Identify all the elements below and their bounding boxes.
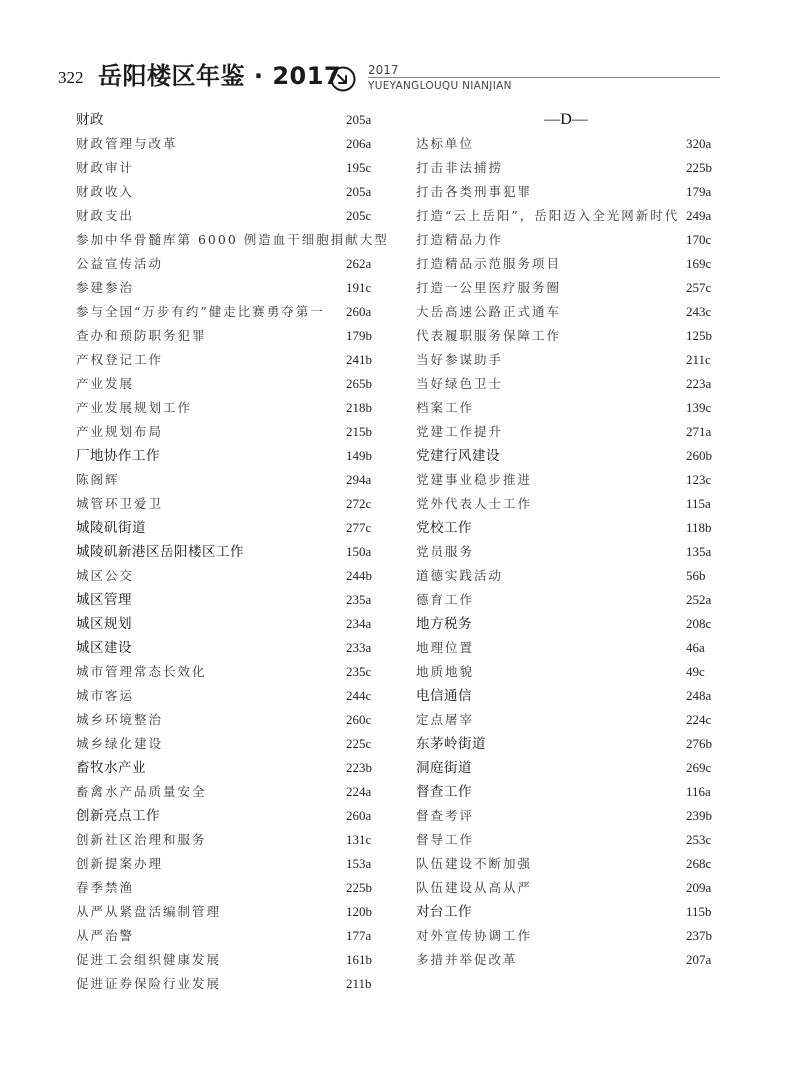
index-term: 当好绿色卫士: [416, 376, 504, 391]
index-entry: [76, 948, 376, 972]
index-page-ref: 237b: [686, 928, 712, 943]
index-page-ref: 260b: [686, 448, 712, 463]
index-term: 城区建设: [76, 640, 132, 656]
index-entry: [416, 732, 716, 756]
index-page-ref: 294a: [346, 472, 372, 487]
index-entry: [76, 348, 376, 372]
index-term: 春季禁渔: [76, 880, 135, 895]
index-page-ref: 46a: [686, 640, 705, 655]
index-page-ref: 150a: [346, 544, 372, 559]
index-entry: [416, 708, 716, 732]
index-entry: [416, 492, 716, 516]
index-term: 财政管理与改革: [76, 136, 178, 151]
index-page-ref: 116a: [686, 784, 711, 799]
index-page-ref: 115b: [686, 904, 712, 919]
index-entry: [76, 732, 376, 756]
index-page-ref: 233a: [346, 640, 372, 655]
index-entry: [76, 396, 376, 420]
index-page-ref: 49c: [686, 664, 705, 679]
index-entry: [416, 348, 716, 372]
index-page-ref: 139c: [686, 400, 712, 415]
index-page-ref: 223a: [686, 376, 712, 391]
index-term: 打造精品力作: [416, 232, 504, 247]
index-entry: [76, 924, 376, 948]
index-page-ref: 225b: [686, 160, 712, 175]
index-entry: [76, 780, 376, 804]
index-term: 达标单位: [416, 136, 475, 151]
index-entry: [76, 324, 376, 348]
index-term: 打造一公里医疗服务圈: [416, 280, 562, 295]
index-entry: [416, 756, 716, 780]
index-term: 定点屠宰: [416, 712, 475, 727]
index-term: 队伍建设不断加强: [416, 856, 533, 871]
index-term: 代表履职服务保障工作: [416, 328, 562, 343]
index-term: 公益宣传活动: [76, 256, 164, 271]
index-column-right: [416, 108, 716, 972]
index-column-right-entries: [416, 132, 716, 972]
index-page-ref: 276b: [686, 736, 712, 751]
index-page-ref: 177a: [346, 928, 372, 943]
index-entry: [416, 540, 716, 564]
index-page-ref: 320a: [686, 136, 712, 151]
index-entry: [416, 324, 716, 348]
index-term: 城管环卫爱卫: [76, 496, 164, 511]
index-page-ref: 206a: [346, 136, 372, 151]
index-entry: [76, 420, 376, 444]
index-term: 财政: [76, 112, 104, 128]
index-entry: [416, 156, 716, 180]
index-term: 地方税务: [416, 616, 472, 632]
index-term: 城市客运: [76, 688, 135, 703]
index-column-left: [76, 108, 389, 996]
index-entry: [416, 636, 716, 660]
index-term: 打击非法捕捞: [416, 160, 504, 175]
index-page-ref: 218b: [346, 400, 372, 415]
index-page-ref: 207a: [686, 952, 712, 967]
index-page-ref: 123c: [686, 472, 712, 487]
index-term: 财政支出: [76, 208, 135, 223]
index-term: 产业发展: [76, 376, 135, 391]
index-page-ref: 234a: [346, 616, 372, 631]
index-page-ref: 211c: [686, 352, 711, 367]
index-entry: [76, 588, 376, 612]
index-term: 城陵矶新港区岳阳楼区工作: [76, 544, 244, 560]
index-page-ref: 257c: [686, 280, 712, 295]
index-entry: [76, 108, 376, 132]
index-entry: [76, 300, 376, 324]
index-entry: [416, 228, 716, 252]
index-page-ref: 260a: [346, 304, 372, 319]
index-entry: [76, 900, 376, 924]
index-page-ref: 211b: [346, 976, 372, 991]
index-entry: [76, 276, 376, 300]
index-term: 从严治警: [76, 928, 135, 943]
index-term: 党建事业稳步推进: [416, 472, 533, 487]
index-term: 党外代表人士工作: [416, 496, 533, 511]
book-title: 岳阳楼区年鉴 · 2017: [98, 62, 342, 90]
index-term: 德育工作: [416, 592, 475, 607]
index-entry: [416, 660, 716, 684]
index-page-ref: 223b: [346, 760, 372, 775]
index-page-ref: 235a: [346, 592, 372, 607]
index-page-ref: 277c: [346, 520, 372, 535]
index-entry: [416, 852, 716, 876]
index-term: 地质地貌: [416, 664, 475, 679]
index-entry: [76, 612, 376, 636]
index-term: 地理位置: [416, 640, 475, 655]
index-term: 城乡环境整治: [76, 712, 164, 727]
index-page-ref: 272c: [346, 496, 372, 511]
index-term: 城市管理常态长效化: [76, 664, 207, 679]
index-term: 对外宣传协调工作: [416, 928, 533, 943]
index-page-ref: 262a: [346, 256, 372, 271]
index-page-ref: 249a: [686, 208, 712, 223]
index-term: 促进证券保险行业发展: [76, 976, 222, 991]
index-entry: [76, 444, 376, 468]
index-term: 陈阁辉: [76, 472, 120, 487]
header-year: 2017: [368, 63, 399, 77]
index-term: 东茅岭街道: [416, 736, 486, 752]
index-page-ref: 125b: [686, 328, 712, 343]
index-term: 城陵矶街道: [76, 520, 146, 536]
index-entry: [416, 420, 716, 444]
index-term: 从严从紧盘活编制管理: [76, 904, 222, 919]
index-entry: [76, 252, 376, 276]
index-term: 参与全国“万步有约”健走比赛勇夺第一: [76, 304, 325, 319]
index-entry: [416, 372, 716, 396]
index-page-ref: 248a: [686, 688, 712, 703]
index-term: 促进工会组织健康发展: [76, 952, 222, 967]
index-term: 厂地协作工作: [76, 448, 160, 464]
header-pinyin: YUEYANGLOUQU NIANJIAN: [368, 80, 512, 92]
index-term: 查办和预防职务犯罪: [76, 328, 207, 343]
page-header: [0, 0, 793, 110]
index-page-ref: 179a: [686, 184, 712, 199]
index-term: 党建工作提升: [416, 424, 504, 439]
index-page-ref: 244c: [346, 688, 372, 703]
index-term: 党校工作: [416, 520, 472, 536]
index-term: 队伍建设从高从严: [416, 880, 533, 895]
index-term: 产业规划布局: [76, 424, 164, 439]
index-page-ref: 260a: [346, 808, 372, 823]
index-page-ref: 135a: [686, 544, 712, 559]
index-entry: [76, 708, 376, 732]
index-term: 督导工作: [416, 832, 475, 847]
index-term: 城区规划: [76, 616, 132, 632]
index-page-ref: 115a: [686, 496, 711, 511]
index-entry: [76, 132, 376, 156]
index-page-ref: 161b: [346, 952, 372, 967]
index-term: 对台工作: [416, 904, 472, 920]
index-page-ref: 253c: [686, 832, 712, 847]
index-entry: [76, 972, 376, 996]
index-page-ref: 205a: [346, 112, 372, 127]
index-term: 畜牧水产业: [76, 760, 146, 776]
index-page-ref: 224c: [686, 712, 712, 727]
index-page-ref: 149b: [346, 448, 372, 463]
index-entry: [416, 588, 716, 612]
index-entry: [76, 228, 389, 252]
index-term: 财政收入: [76, 184, 135, 199]
index-entry: [76, 756, 376, 780]
index-page-ref: 179b: [346, 328, 372, 343]
index-entry: [76, 564, 376, 588]
index-term: 参建参治: [76, 280, 135, 295]
index-entry: [416, 564, 716, 588]
index-entry: [76, 516, 376, 540]
index-term: 打造“云上岳阳”，岳阳迈入全光网新时代: [416, 208, 680, 223]
index-term: 财政审计: [76, 160, 135, 175]
index-term: 创新社区治理和服务: [76, 832, 207, 847]
index-term: 督查工作: [416, 784, 472, 800]
index-entry: [416, 516, 716, 540]
index-term: 城乡绿化建设: [76, 736, 164, 751]
index-page-ref: 56b: [686, 568, 706, 583]
index-term: 道德实践活动: [416, 568, 504, 583]
index-page-ref: 170c: [686, 232, 712, 247]
index-page-ref: 269c: [686, 760, 712, 775]
index-page-ref: 153a: [346, 856, 372, 871]
index-term: 档案工作: [416, 400, 475, 415]
index-page-ref: 224a: [346, 784, 372, 799]
index-page-ref: 169c: [686, 256, 712, 271]
index-entry: [416, 180, 716, 204]
index-page-ref: 120b: [346, 904, 372, 919]
index-entry: [416, 804, 716, 828]
index-page-ref: 191c: [346, 280, 372, 295]
index-page-ref: 265b: [346, 376, 372, 391]
index-entry: [416, 468, 716, 492]
index-entry: [416, 900, 716, 924]
index-entry: [76, 468, 376, 492]
index-entry: [416, 396, 716, 420]
header-rule: [368, 77, 720, 78]
index-term: 畜禽水产品质量安全: [76, 784, 207, 799]
section-letter-d: —D—: [544, 111, 588, 128]
index-page-ref: 205c: [346, 208, 372, 223]
index-entry: [416, 876, 716, 900]
index-term: 电信通信: [416, 688, 472, 704]
index-entry: [416, 276, 716, 300]
index-page-ref: 118b: [686, 520, 712, 535]
index-page-ref: 271a: [686, 424, 712, 439]
index-entry: [416, 828, 716, 852]
index-entry: [76, 660, 376, 684]
index-entry: [416, 684, 716, 708]
index-page-ref: 225c: [346, 736, 372, 751]
index-entry: [76, 540, 376, 564]
index-page-ref: 131c: [346, 832, 372, 847]
index-page-ref: 241b: [346, 352, 372, 367]
index-term: 洞庭街道: [416, 760, 472, 776]
index-page-ref: 208c: [686, 616, 712, 631]
page-number: 322: [58, 68, 84, 87]
index-term: 创新亮点工作: [76, 808, 160, 824]
index-term: 参加中华骨髓库第 6000 例造血干细胞捐献大型: [76, 232, 389, 247]
index-page-ref: 239b: [686, 808, 712, 823]
index-entry: [76, 684, 376, 708]
index-entry: [416, 612, 716, 636]
index-term: 打击各类刑事犯罪: [416, 184, 533, 199]
index-entry: [76, 804, 376, 828]
index-term: 多措并举促改革: [416, 952, 518, 967]
index-entry: [76, 204, 376, 228]
index-term: 党员服务: [416, 544, 475, 559]
index-entry: [416, 444, 716, 468]
index-term: 督查考评: [416, 808, 475, 823]
index-entry: [76, 372, 376, 396]
index-page-ref: 195c: [346, 160, 372, 175]
index-term: 党建行风建设: [416, 448, 500, 464]
index-entry: [76, 156, 376, 180]
index-term: 城区管理: [76, 592, 132, 608]
index-page-ref: 215b: [346, 424, 372, 439]
index-term: 当好参谋助手: [416, 352, 504, 367]
index-page-ref: 209a: [686, 880, 712, 895]
index-page-ref: 243c: [686, 304, 712, 319]
index-entry: [416, 132, 716, 156]
index-page-ref: 244b: [346, 568, 372, 583]
index-page-ref: 225b: [346, 880, 372, 895]
index-entry: [76, 828, 376, 852]
index-page-ref: 205a: [346, 184, 372, 199]
index-page-ref: 268c: [686, 856, 712, 871]
index-term: 产业发展规划工作: [76, 400, 193, 415]
index-term: 大岳高速公路正式通车: [416, 304, 562, 319]
index-term: 城区公交: [76, 568, 135, 583]
index-term: 打造精品示范服务项目: [416, 256, 562, 271]
index-entry: [76, 492, 376, 516]
index-page-ref: 252a: [686, 592, 712, 607]
index-entry: [416, 948, 716, 972]
index-page-ref: 235c: [346, 664, 372, 679]
index-entry: [416, 780, 716, 804]
index-entry: [416, 300, 716, 324]
index-entry: [76, 180, 376, 204]
index-page-ref: 260c: [346, 712, 372, 727]
index-entry: [76, 876, 376, 900]
index-entry: [416, 252, 716, 276]
circle-arrow-icon: [330, 66, 356, 92]
index-term: 创新提案办理: [76, 856, 164, 871]
index-entry: [416, 204, 716, 228]
index-entry: [416, 924, 716, 948]
index-entry: [76, 636, 376, 660]
index-term: 产权登记工作: [76, 352, 164, 367]
index-entry: [76, 852, 376, 876]
